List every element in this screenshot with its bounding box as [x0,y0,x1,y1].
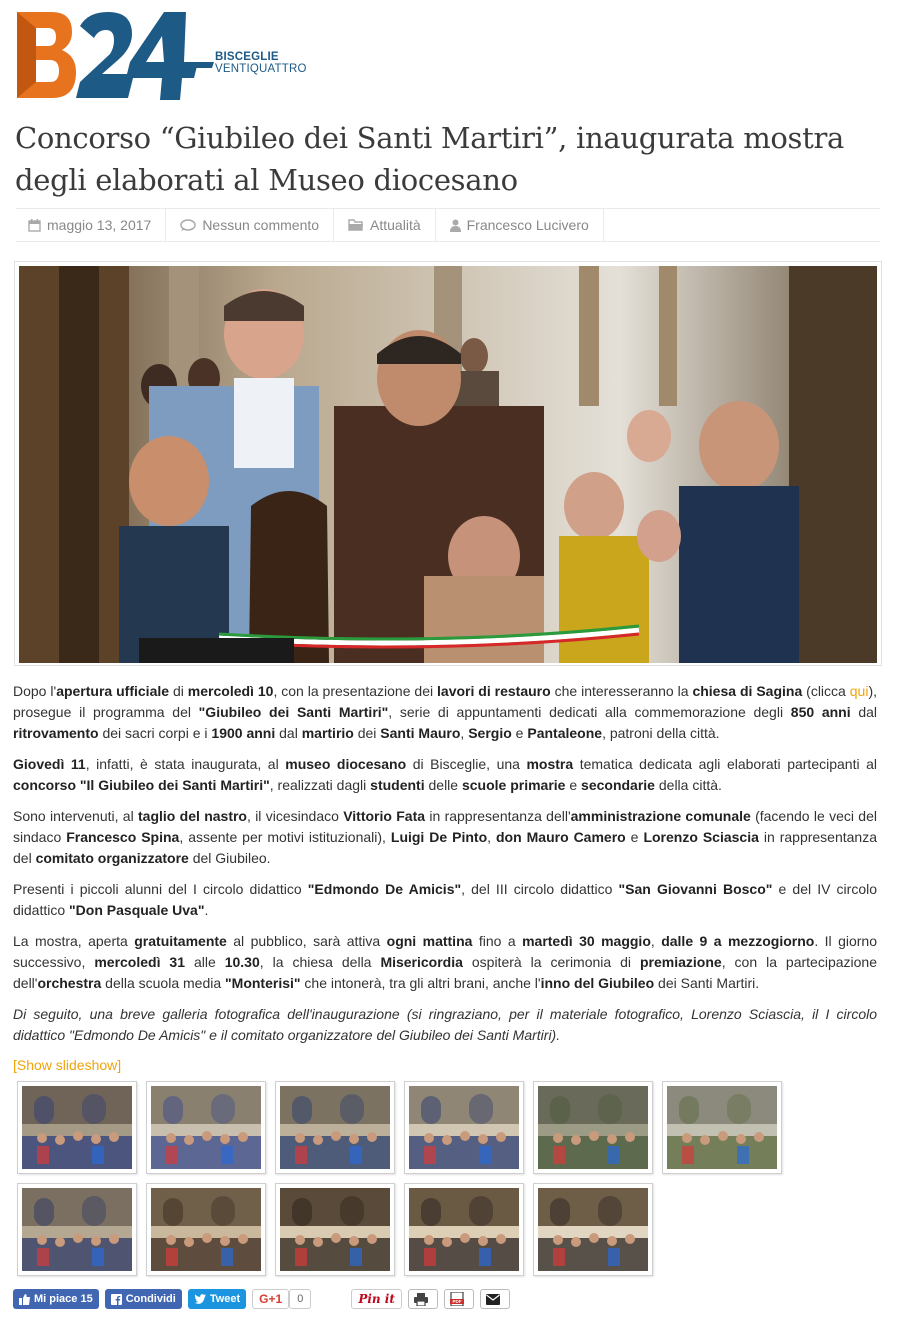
bold-text: orchestra [37,975,102,991]
gallery-thumbnail[interactable] [146,1081,266,1174]
bold-text: Francesco Spina [66,829,180,845]
bold-text: martedì 30 maggio [522,933,651,949]
bold-text: scuole primarie [461,777,566,793]
tagline-line-2: VENTIQUATTRO [215,63,307,75]
bold-text: premiazione [640,954,722,970]
gallery-thumbnail[interactable] [17,1081,137,1174]
pdf-button[interactable] [444,1289,474,1309]
bold-text: apertura ufficiale [56,683,170,699]
article-meta-bar [16,208,880,242]
gallery-photo [151,1188,261,1271]
thumbs-up-icon [19,1294,30,1305]
gallery-thumbnail[interactable] [275,1081,395,1174]
gallery-photo [280,1086,390,1169]
facebook-like-button[interactable] [13,1289,99,1309]
bold-text: "Monterisi" [225,975,301,991]
bold-text: studenti [370,777,425,793]
article-title: Concorso “Giubileo dei Santi Martiri”, inaugurata mostra degli elaborati al Museo diocesano [15,121,845,197]
meta-comments-text: Nessun commento [202,217,320,233]
bold-text: "Edmondo De Amicis" [307,881,462,897]
bold-text: don Mauro Camero [496,829,626,845]
folder-icon [348,219,364,231]
pinterest-button[interactable]: Pin it [351,1289,402,1309]
share-label: Condividi [125,1293,176,1305]
bold-text: mercoledì 10 [187,683,274,699]
bold-text: Misericordia [380,954,463,970]
gallery-photo [409,1188,519,1271]
svg-text:PDF: PDF [452,1299,462,1304]
meta-category[interactable] [334,209,436,241]
tweet-button[interactable] [188,1289,246,1309]
tagline-line-1: BISCEGLIE [215,51,279,63]
printer-icon [414,1293,428,1306]
gallery-photo [22,1086,132,1169]
site-logo[interactable] [14,8,307,102]
bold-text: 850 anni [790,704,851,720]
bold-text: Lorenzo Sciascia [643,829,759,845]
meta-date[interactable] [16,209,166,241]
bold-text: Giovedì 11 [13,756,86,772]
bold-text: museo diocesano [285,756,407,772]
bold-text: Pantaleone [527,725,603,741]
like-label: Mi piace 15 [34,1293,93,1305]
paragraph-6-gallery-credit: Di seguito, una breve galleria fotografica dell'inaugurazione (si ringraziano, per il materiale fotografico, Lorenzo Sciascia, il I circolo didattico "Edmondo De Amicis" e il comitato organizzatore del Giubileo dei Santi Martiri). [13,1006,877,1043]
meta-comments[interactable] [166,209,334,241]
bold-text: Luigi De Pinto [390,829,488,845]
calendar-icon [28,219,41,232]
print-button[interactable] [408,1289,438,1309]
gallery-photo [22,1188,132,1271]
gallery-photo [280,1188,390,1271]
paragraph-2: Giovedì 11, infatti, è stata inaugurata, al museo diocesano di Bisceglie, una mostra tematica dedicata agli elaborati partecipanti al concorso "Il Giubileo dei Santi Martiri", realizzati dagli studenti delle scuole primarie e secondarie della città. [13,756,878,793]
tweet-label: Tweet [209,1293,241,1305]
gallery-thumbnail[interactable] [17,1183,137,1276]
user-icon [450,219,461,232]
bold-text: amministrazione comunale [570,808,751,824]
meta-author[interactable] [436,209,604,241]
bold-text: inno del Giubileo [540,975,655,991]
bold-text: "Don Pasquale Uva" [69,902,205,918]
bold-text: comitato organizzatore [35,850,189,866]
google-plus-count: 0 [289,1289,311,1309]
email-button[interactable] [480,1289,510,1309]
bold-text: "Giubileo dei Santi Martiri" [198,704,389,720]
gallery-photo [151,1086,261,1169]
featured-image[interactable] [19,266,877,663]
b24-logo-mark [14,8,214,102]
envelope-icon [486,1294,500,1305]
gallery-thumbnail[interactable] [404,1183,524,1276]
facebook-share-button[interactable] [105,1289,182,1309]
paragraph-3: Sono intervenuti, al taglio del nastro, il vicesindaco Vittorio Fata in rappresentanza dell'amministrazione comunale (facendo le veci del sindaco Francesco Spina, assente per motivi istituzionali), Luigi De Pinto, don Mauro Camero e Lorenzo Sciascia in rappresentanza del comitato organizzatore del Giubileo. [13,808,877,866]
bold-text: concorso "Il Giubileo dei Santi Martiri" [13,777,270,793]
gallery-thumbnail[interactable] [146,1183,266,1276]
ribbon-cutting-photo [19,266,877,663]
bold-text: gratuitamente [134,933,227,949]
gallery-photo [667,1086,777,1169]
paragraph-5: La mostra, aperta gratuitamente al pubblico, sarà attiva ogni mattina fino a martedì 30 maggio, dalle 9 a mezzogiorno. Il giorno successivo, mercoledì 31 alle 10.30, la chiesa della Misericordia ospiterà la cerimonia di premiazione, con la partecipazione dell'orchestra della scuola media "Monterisi" che intonerà, tra gli altri brani, anche l'inno del Giubileo dei Santi Martiri. [13,933,877,991]
bold-text: chiesa di Sagina [692,683,803,699]
gallery-photo [409,1086,519,1169]
bold-text: ritrovamento [13,725,99,741]
pdf-icon [450,1292,464,1306]
bold-text: 1900 anni [211,725,276,741]
bold-text: taglio del nastro [138,808,247,824]
bold-text: mercoledì 31 [94,954,185,970]
bold-text: ogni mattina [386,933,473,949]
bold-text: dalle 9 a mezzogiorno [661,933,815,949]
google-plus-button[interactable]: G+1 [252,1289,289,1309]
bold-text: martirio [301,725,354,741]
bold-text: Vittorio Fata [343,808,426,824]
bold-text: Santi Mauro [380,725,461,741]
gallery-thumbnail[interactable] [533,1081,653,1174]
gallery-thumbnail[interactable] [662,1081,782,1174]
bold-text: mostra [526,756,574,772]
inline-link[interactable]: qui [849,683,869,699]
bold-text: Sergio [468,725,512,741]
share-bar [13,1288,516,1310]
comments-icon [180,219,196,232]
meta-category-text: Attualità [370,217,421,233]
featured-image-frame [14,261,882,666]
paragraph-1: Dopo l'apertura ufficiale di mercoledì 10, con la presentazione dei lavori di restauro che interesseranno la chiesa di Sagina (clicca qui), prosegue il programma del "Giubileo dei Santi Martiri", serie di appuntamenti dedicati alla commemorazione degli 850 anni dal ritrovamento dei sacri corpi e i 1900 anni dal martirio dei Santi Mauro, Sergio e Pantaleone, patroni della città. [13,683,878,741]
bold-text: lavori di restauro [437,683,551,699]
gallery-thumbnail[interactable] [404,1081,524,1174]
gallery-photo [538,1086,648,1169]
gallery-thumbnail[interactable] [275,1183,395,1276]
gallery-photo [538,1188,648,1271]
facebook-icon [111,1294,122,1305]
site-tagline [215,51,307,75]
meta-author-text: Francesco Lucivero [466,217,589,233]
twitter-bird-icon [194,1294,206,1304]
show-slideshow-link[interactable]: [Show slideshow] [13,1057,122,1073]
article-body [13,681,877,1056]
paragraph-4: Presenti i piccoli alunni del I circolo didattico "Edmondo De Amicis", del III circolo didattico "San Giovanni Bosco" e del IV circolo didattico "Don Pasquale Uva". [13,881,878,918]
meta-date-text: maggio 13, 2017 [47,217,152,233]
bold-text: "San Giovanni Bosco" [618,881,773,897]
bold-text: 10.30 [224,954,260,970]
bold-text: secondarie [581,777,655,793]
gallery-thumbnail[interactable] [533,1183,653,1276]
